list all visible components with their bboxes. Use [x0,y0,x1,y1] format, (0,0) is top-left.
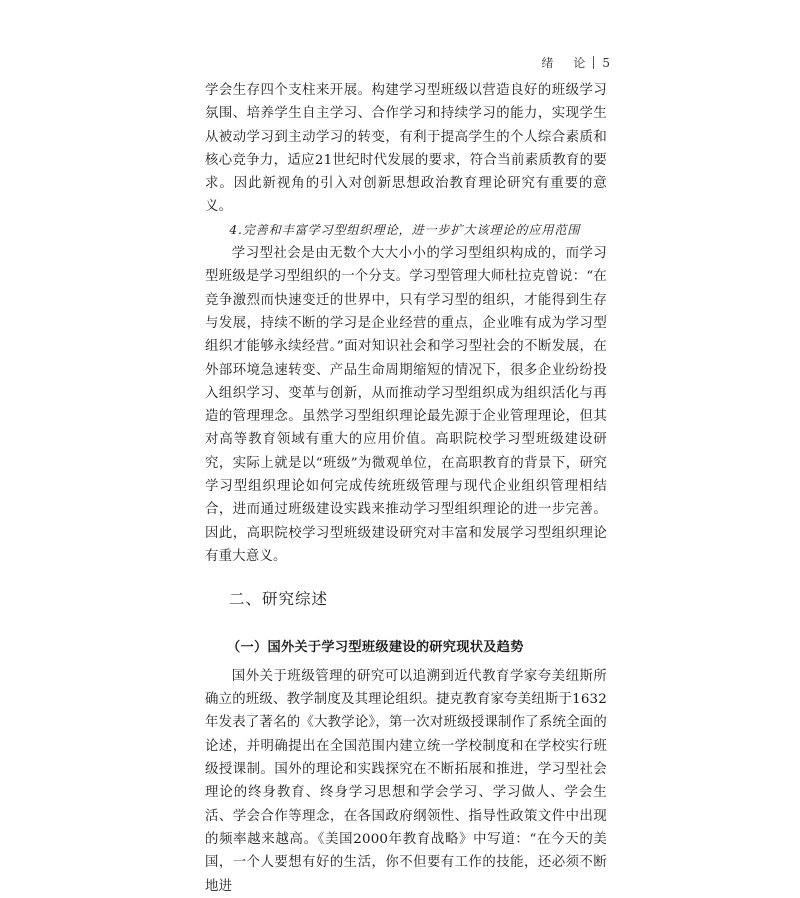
paragraph-foreign-research: 国外关于班级管理的研究可以追溯到近代教育学家夸美纽斯所确立的班级、教学制度及其理论组织。捷克教育家夸美纽斯于1632年发表了著名的《大教学论》，第一次对班级授课制作了系统全面的论述，并明确提出在全国范围内建立统一学校制度和在学校实行班级授课制。国外的理论和实践探究在不断拓展和推进，学习型社会理论的终身教育、终身学习思想和学会学习、学习做人、学会生活、学会合作等理念，在各国政府纲领性、指导性政策文件中出现的频率越来越高。《美国2000年教育战略》中写道：“在今天的美国，一个人要想有好的生活，你不但要有工作的技能，还必须不断地进 [205,668,607,894]
page-body [205,79,607,898]
paragraph-learning-organization: 学习型社会是由无数个大大小小的学习型组织构成的，而学习型班级是学习型组织的一个分支。学习型管理大师杜拉克曾说：“在竞争激烈而快速变迁的世界中，只有学习型的组织，才能得到生存与发展，持续不断的学习是企业经营的重点，企业唯有成为学习型组织才能够永续经营。”面对知识社会和学习型社会的不断发展，在外部环境急速转变、产品生命周期缩短的情况下，很多企业纷纷投入组织学习、变革与创新，从而推动学习型组织成为组织活化与再造的管理理念。虽然学习型组织理论最先源于企业管理理论，但其对高等教育领域有重大的应用价值。高职院校学习型班级建设研究，实际上就是以“班级”为微观单位，在高职教育的背景下，研究学习型组织理论如何完成传统班级管理与现代企业组织管理相结合，进而通过班级建设实践来推动学习型组织理论的进一步完善。因此，高职院校学习型班级建设研究对丰富和发展学习型组织理论有重大意义。 [205,246,607,564]
subsection-heading-1: （一）国外关于学习型班级建设的研究现状及趋势 [227,639,524,655]
subheading-4: 4.完善和丰富学习型组织理论，进一步扩大该理论的应用范围 [229,222,581,237]
chapter-title: 绪 论 [541,56,590,70]
header-divider [593,56,594,69]
running-header [541,54,610,71]
section-heading-2: 二、研究综述 [229,590,329,609]
paragraph-continued: 学会生存四个支柱来开展。构建学习型班级以营造良好的班级学习氛围、培养学生自主学习、合作学习和持续学习的能力，实现学生从被动学习到主动学习的转变，有利于提高学生的个人综合素质和核心竞争力，适应21世纪时代发展的要求，符合当前素质教育的要求。因此新视角的引入对创新思想政治教育理论研究有重要的意义。 [205,83,607,215]
page-number: 5 [602,55,610,70]
